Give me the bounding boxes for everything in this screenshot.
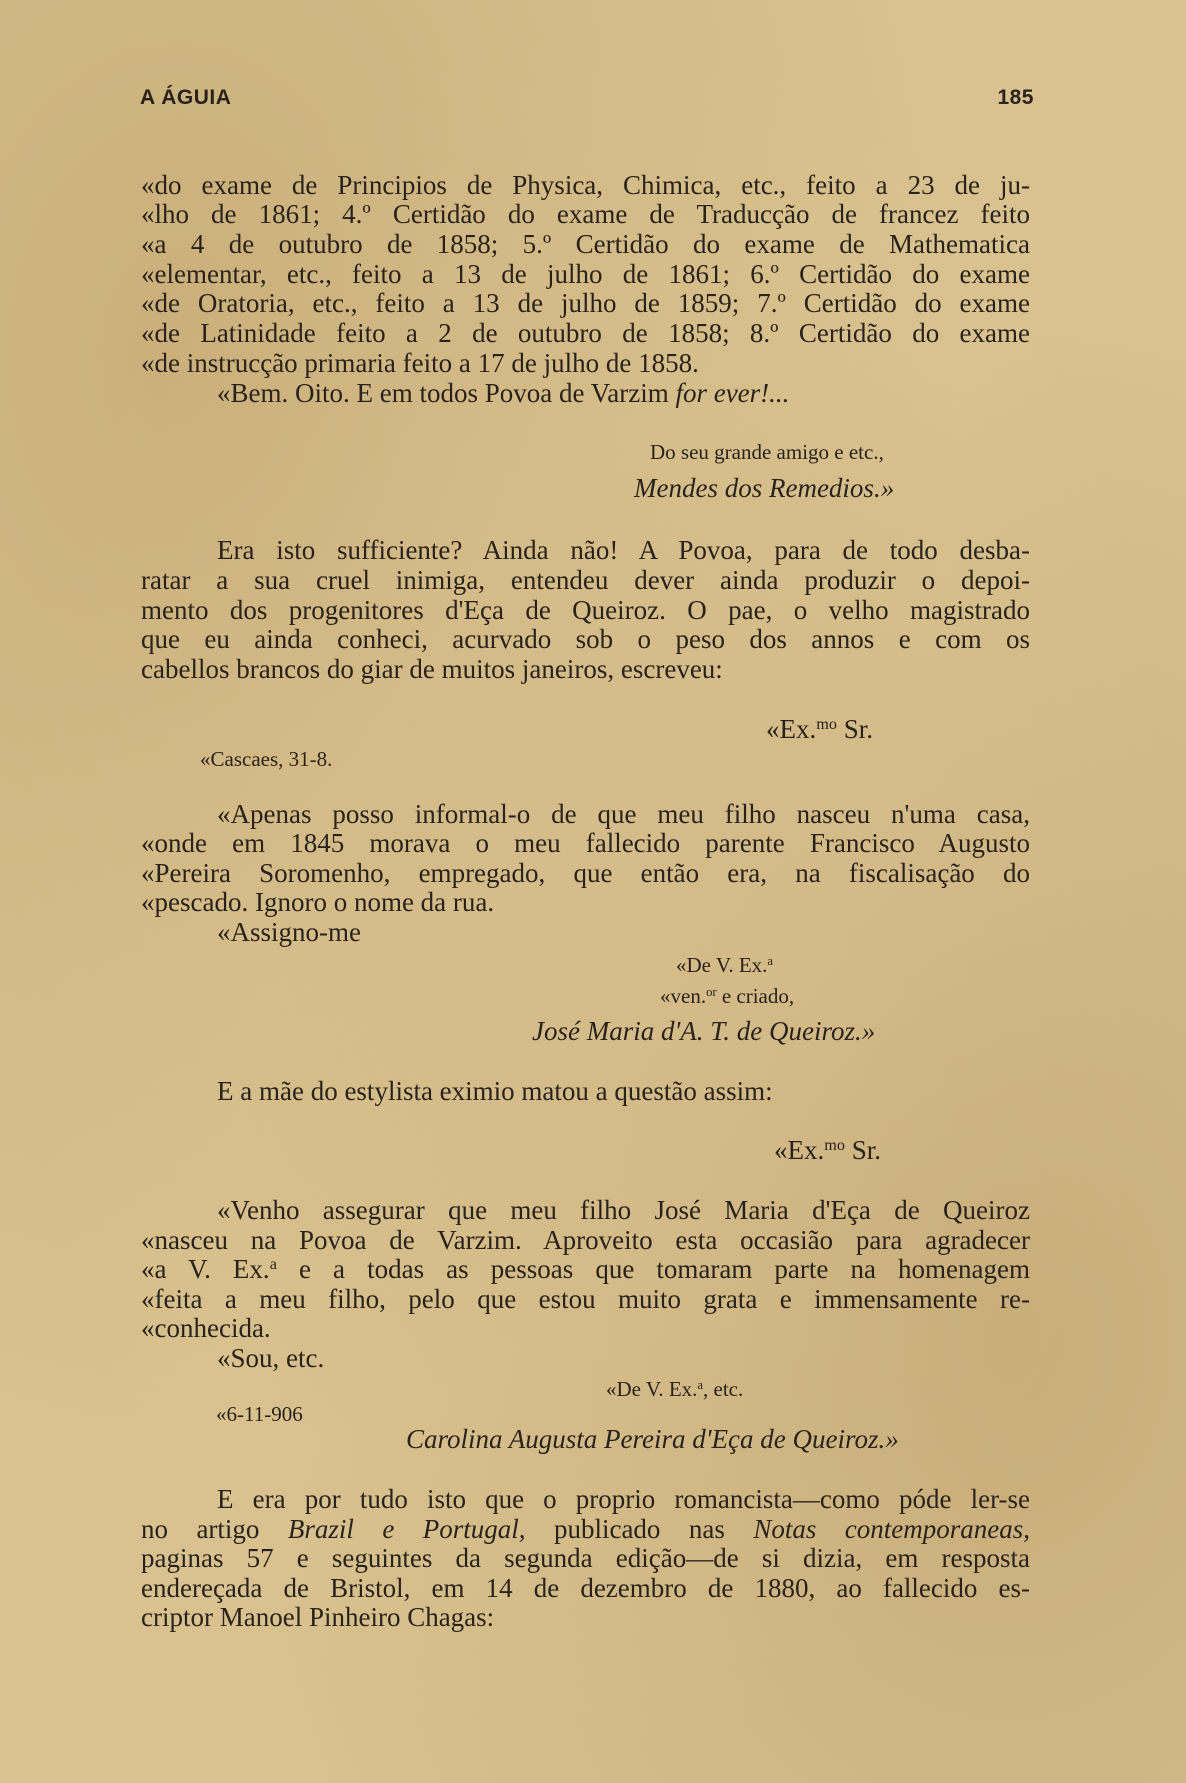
text-line: mento dos progenitores d'Eça de Queiroz. O pae, o velho magistrado [141, 595, 1030, 625]
text-line: «elementar, etc., feito a 13 de julho de 1861; 6.º Certidão do exame [141, 259, 1030, 289]
italic-title: Brazil e Portugal, [287, 1514, 526, 1544]
letter-closing: «Assigno-me [217, 917, 361, 947]
signature: Carolina Augusta Pereira d'Eça de Queiroz.» [406, 1424, 899, 1454]
signature: Mendes dos Remedios.» [634, 473, 895, 503]
letter-closing: «De V. Ex.$^a$, etc. [606, 1377, 744, 1401]
salutation: «Ex.$^{mo}$ Sr. [766, 714, 873, 744]
text-line: no artigo Brazil e Portugal, publicado nas Notas contemporaneas, [141, 1514, 1031, 1544]
text-line: «a V. Ex.$^a$ e a todas as pessoas que tomaram parte na homenagem [141, 1254, 1030, 1284]
text-line: «onde em 1845 morava o meu fallecido parente Francisco Augusto [141, 828, 1030, 858]
valediction: Do seu grande amigo e etc., [650, 440, 884, 464]
text-line: «do exame de Principios de Physica, Chimica, etc., feito a 23 de ju- [141, 170, 1030, 200]
text-line: «conhecida. [141, 1313, 271, 1343]
text-line: «de Latinidade feito a 2 de outubro de 1858; 8.º Certidão do exame [141, 318, 1030, 348]
text-line: cabellos brancos do giar de muitos janeiros, escreveu: [141, 654, 723, 684]
text-line: que eu ainda conheci, acurvado sob o peso dos annos e com os [141, 624, 1030, 654]
text-line: «de Oratoria, etc., feito a 13 de julho de 1859; 7.º Certidão do exame [141, 288, 1030, 318]
text-line: ratar a sua cruel inimiga, entendeu dever ainda produzir o depoi- [141, 565, 1030, 595]
text-line: paginas 57 e seguintes da segunda edição—de si dizia, em resposta [141, 1543, 1030, 1573]
text-line: «a 4 de outubro de 1858; 5.º Certidão do exame de Mathematica [141, 229, 1030, 259]
text-line: «lho de 1861; 4.º Certidão do exame de Traducção de francez feito [141, 199, 1030, 229]
text-line: «pescado. Ignoro o nome da rua. [141, 887, 495, 917]
italic-phrase: for ever!... [675, 378, 790, 408]
text-line: «nasceu na Povoa de Varzim. Aproveito esta occasião para agradecer [141, 1225, 1030, 1255]
running-header-title: A ÁGUIA [140, 86, 232, 109]
text-line: «Pereira Soromenho, empregado, que então era, na fiscalisação do [141, 858, 1030, 888]
text-line: E era por tudo isto que o proprio romancista—como póde ler-se [217, 1484, 1030, 1514]
italic-title: Notas contemporaneas, [753, 1514, 1031, 1544]
text-line: «de instrucção primaria feito a 17 de julho de 1858. [141, 348, 699, 378]
text-line: criptor Manoel Pinheiro Chagas: [141, 1602, 495, 1632]
text-line: Era isto sufficiente? Ainda não! A Povoa, para de todo desba- [217, 535, 1030, 565]
text-line: «Apenas posso informal-o de que meu filho nasceu n'uma casa, [217, 799, 1030, 829]
text-line: «Bem. Oito. E em todos Povoa de Varzim for ever!... [217, 378, 790, 408]
letter-closing: «De V. Ex.$^a$ [676, 953, 773, 977]
letter-closing: «ven.$^{or}$ e criado, [660, 984, 795, 1008]
letter-date: «6-11-906 [216, 1402, 303, 1426]
page-number: 185 [997, 86, 1034, 109]
letter-closing: «Sou, etc. [217, 1343, 325, 1373]
salutation: «Ex.$^{mo}$ Sr. [774, 1135, 881, 1165]
letter-place-date: «Cascaes, 31-8. [200, 747, 333, 771]
text-line: endereçada de Bristol, em 14 de dezembro de 1880, ao fallecido es- [141, 1573, 1030, 1603]
text-line: «Venho assegurar que meu filho José Maria d'Eça de Queiroz [217, 1195, 1030, 1225]
text-line: «feita a meu filho, pelo que estou muito grata e immensamente re- [141, 1284, 1030, 1314]
text-line: E a mãe do estylista eximio matou a questão assim: [217, 1076, 773, 1106]
signature: José Maria d'A. T. de Queiroz.» [532, 1016, 876, 1046]
